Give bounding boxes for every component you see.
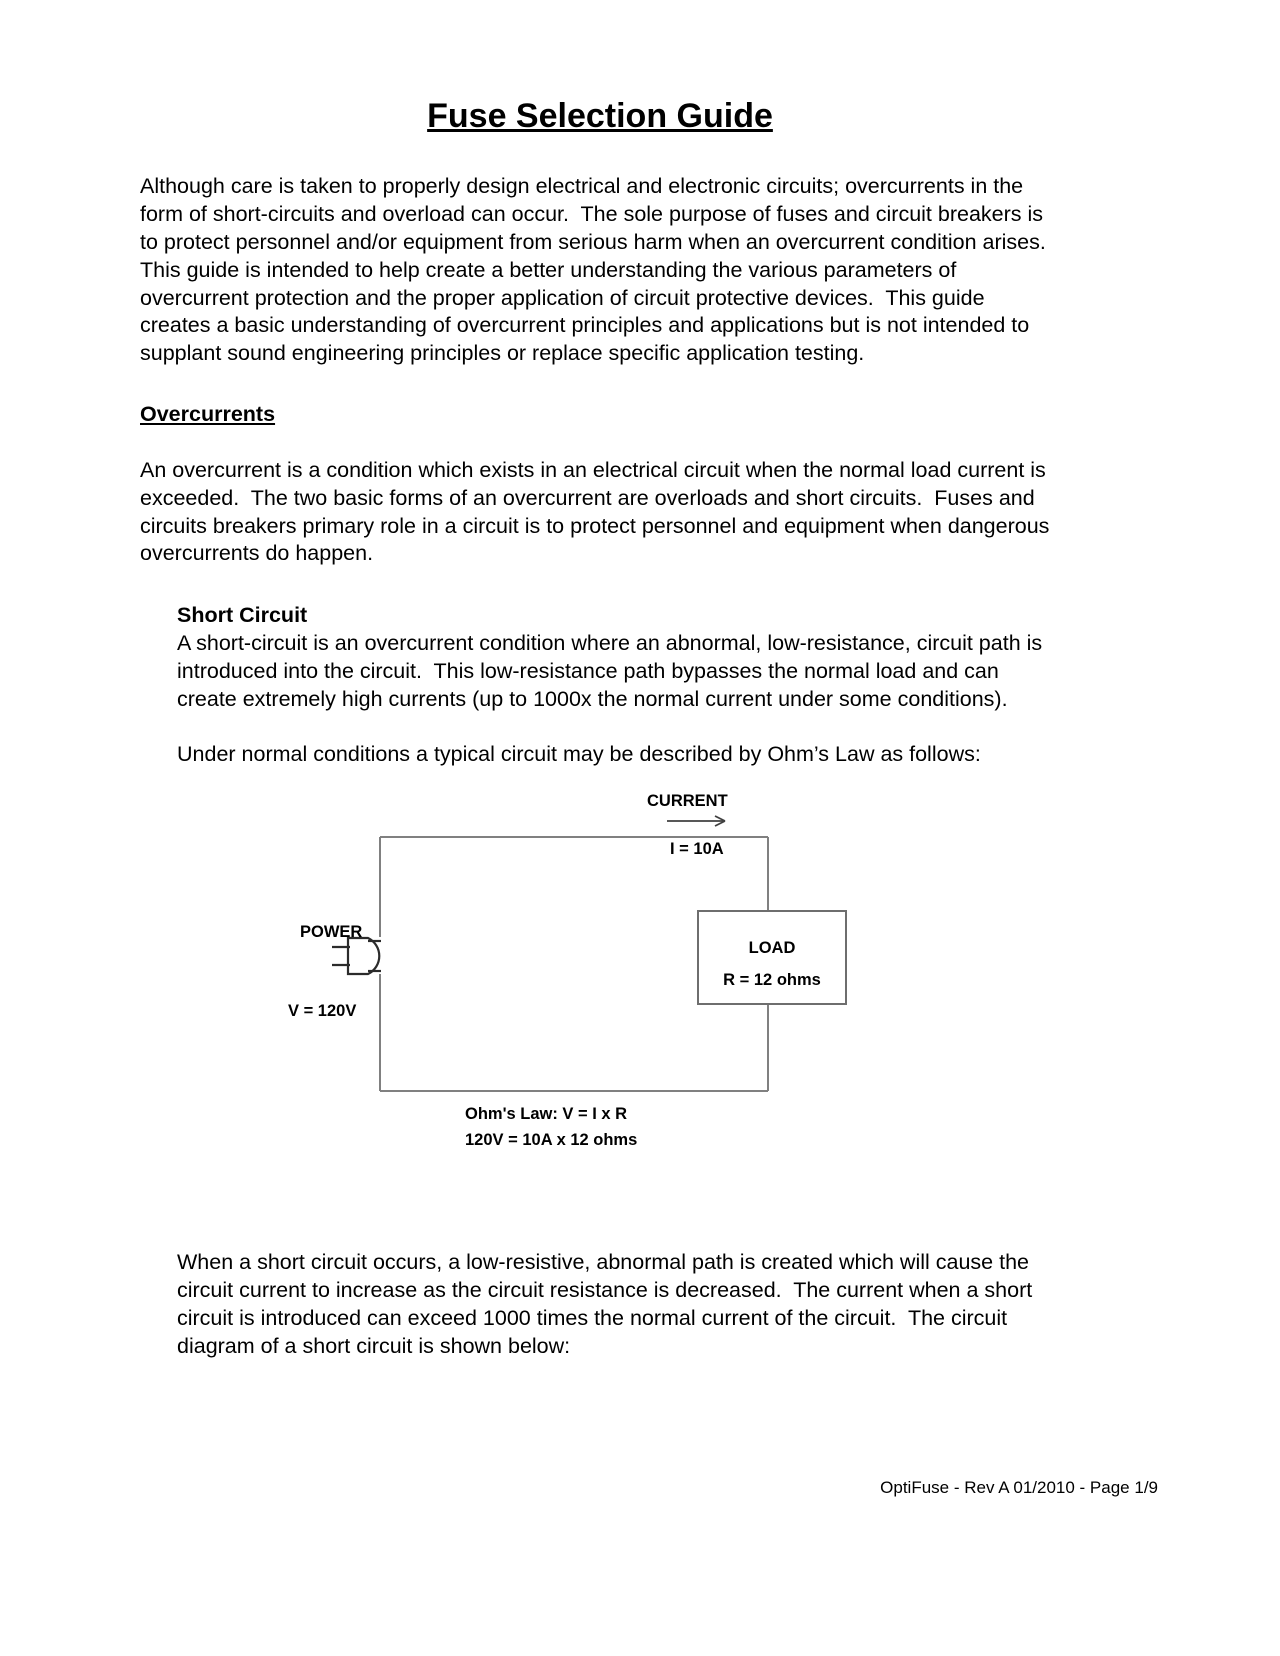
load-label: LOAD <box>748 939 796 958</box>
power-label: POWER <box>300 923 363 942</box>
circuit-diagram-svg <box>140 789 1060 1179</box>
ohms-law-formula-line2: 120V = 10A x 12 ohms <box>465 1131 638 1150</box>
overcurrents-paragraph: An overcurrent is a condition which exists in an electrical circuit when the normal load current is exceeded. The two basic forms of an overcurrent are overloads and short circuits. Fuses and circuits breakers primary role in a circuit is to protect personnel and equipment when dangerous overcurrents do happen. <box>140 457 1056 566</box>
current-label: CURRENT <box>647 792 728 811</box>
section-heading-overcurrents: Overcurrents <box>140 401 276 426</box>
current-arrow-icon <box>667 816 725 826</box>
ohms-law-formula-line1: Ohm's Law: V = I x R <box>465 1105 628 1124</box>
circuit-diagram <box>140 789 1060 1179</box>
current-value-label: I = 10A <box>670 840 724 859</box>
load-box <box>698 911 846 1004</box>
short-circuit-paragraph: A short-circuit is an overcurrent condition where an abnormal, low-resistance, circuit path is introduced into the circuit. This low-resistance path bypasses the normal load and can create extremely high currents (up to 1000x the normal current under some conditions). <box>177 630 1049 711</box>
sub-heading-short-circuit: Short Circuit <box>177 603 308 628</box>
resistance-value-label: R = 12 ohms <box>723 971 821 990</box>
ohms-law-intro-paragraph: Under normal conditions a typical circuit may be described by Ohm’s Law as follows: <box>177 742 981 767</box>
closing-paragraph: When a short circuit occurs, a low-resistive, abnormal path is created which will cause the circuit current to increase as the circuit resistance is decreased. The current when a short circuit is introduced can exceed 1000 times the normal current of the circuit. The circuit diagram of a short circuit is shown below: <box>177 1250 1039 1358</box>
power-plug-icon <box>332 938 381 974</box>
short-circuit-block <box>177 602 1060 769</box>
document-content <box>140 0 1060 1360</box>
intro-paragraph: Although care is taken to properly design electrical and electronic circuits; overcurrents in the form of short-circuits and overload can occur. The sole purpose of fuses and circuit breakers is to protect personnel and/or equipment from serious harm when an overcurrent condition arises. This guide is intended to help create a better understanding the various parameters of overcurrent protection and the proper application of circuit protective devices. This guide creates a basic understanding of overcurrent principles and applications but is not intended to supplant sound engineering principles or replace specific application testing. <box>140 174 1058 366</box>
voltage-value-label: V = 120V <box>288 1002 357 1021</box>
page-title: Fuse Selection Guide <box>427 97 773 135</box>
page-footer: OptiFuse - Rev A 01/2010 - Page 1/9 <box>880 1478 1158 1497</box>
